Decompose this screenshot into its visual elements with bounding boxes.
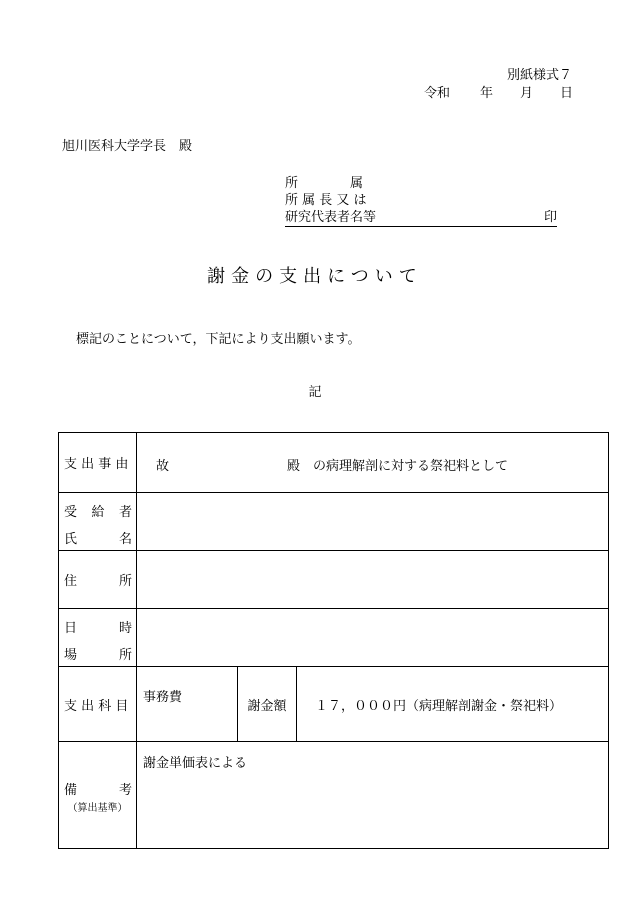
document-title: 謝金の支出について <box>207 266 423 287</box>
amount-value: １７，０００円（病理解剖謝金・祭祀料） <box>297 667 609 742</box>
purpose-label: 支 出 事 由 <box>64 457 129 472</box>
head-label: 所 属 長 又 は <box>285 193 367 208</box>
representative-label: 研究代表者名等 <box>285 210 377 225</box>
expense-label-cell: 支 出 科 目 <box>59 667 137 742</box>
recipient-value-cell[interactable] <box>137 493 609 551</box>
datetime-place-label-cell: 日 時 場 所 <box>59 609 137 667</box>
body-text: 標記のことについて，下記により支出願います。 <box>76 332 361 347</box>
date-day: 日 <box>560 86 574 101</box>
ki-heading: 記 <box>308 385 322 400</box>
purpose-prefix: 故 <box>156 459 170 474</box>
datetime-place-value-cell[interactable] <box>137 609 609 667</box>
recipient-label-cell: 受 給 者 氏 名 <box>59 493 137 551</box>
date-line <box>424 82 573 101</box>
addressee: 旭川医科大学学長 殿 <box>62 139 193 154</box>
form-id: 別紙様式７ <box>506 68 572 83</box>
table-row <box>59 742 609 849</box>
seal-mark: 印 <box>543 210 557 225</box>
remarks-sub-label: （算出基準） <box>67 803 128 814</box>
table-row <box>59 609 609 667</box>
date-month: 月 <box>520 86 534 101</box>
date-year: 年 <box>480 86 494 101</box>
remarks-value: 謝金単価表による <box>137 742 609 849</box>
address-label-cell: 住 所 <box>59 551 137 609</box>
table-row <box>59 433 609 493</box>
address-value-cell[interactable] <box>137 551 609 609</box>
table-row <box>59 493 609 551</box>
date-era: 令和 <box>424 86 451 101</box>
amount-label: 謝金額 <box>238 667 297 742</box>
expense-table <box>58 432 609 849</box>
representative-line[interactable] <box>285 206 557 227</box>
purpose-label-cell <box>59 433 137 493</box>
table-row <box>59 551 609 609</box>
purpose-value-cell[interactable] <box>137 433 609 493</box>
affiliation-label: 所 属 <box>285 176 364 191</box>
expense-item: 事務費 <box>137 667 238 742</box>
purpose-suffix: 殿 の病理解剖に対する祭祀料として <box>287 459 509 474</box>
table-row <box>59 667 609 742</box>
remarks-label-cell: 備 考 （算出基準） <box>59 742 137 849</box>
